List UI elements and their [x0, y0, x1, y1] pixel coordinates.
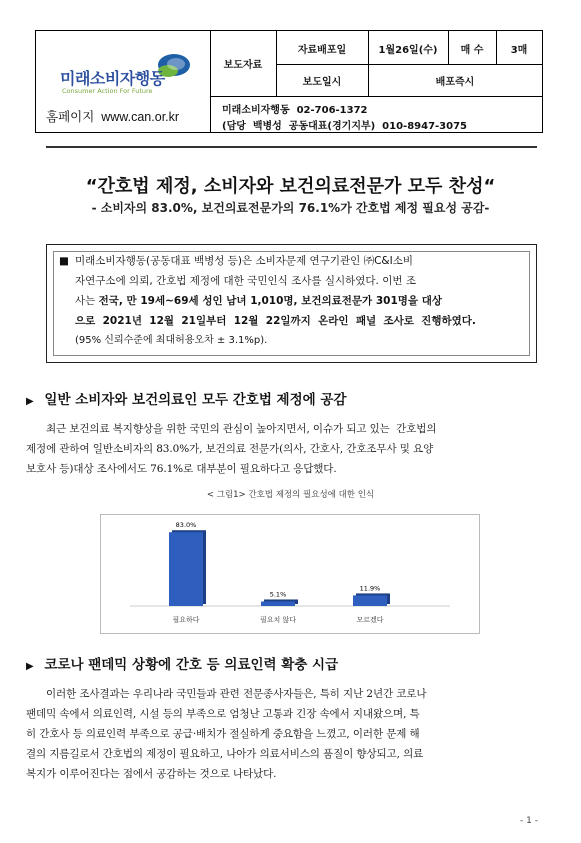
- pages-label: 매 수: [460, 45, 484, 56]
- summary-emphasis-1: 전국, 만 19세~69세 성인 남녀 1,010명, 보건의료전문가 301명을 대상: [98, 295, 443, 307]
- chart-bar: [169, 532, 203, 606]
- page-subtitle: - 소비자의 83.0%, 보건의료전문가의 76.1%가 간호법 제정 필요성 공감-: [91, 201, 490, 215]
- summary-line-2: 자연구소에 의뢰, 간호법 제정에 대한 국민인식 조사를 실시하였다. 이번 조: [75, 275, 417, 287]
- section2-line-4: 결의 지름길로서 간호법의 제정이 필요하고, 나아가 의료서비스의 품질이 향상되고, 의료: [26, 748, 424, 760]
- section2-line-2: 팬데믹 속에서 의료인력, 시설 등의 부족으로 엄청난 고통과 긴장 속에서 지내왔으며, 특: [26, 708, 420, 720]
- logo-text: 미래소비자행동: [60, 69, 165, 88]
- summary-line-1: 미래소비자행동(공동대표 백병성 등)은 소비자문제 연구기관인 ㈜C&I소비: [75, 255, 413, 267]
- chart-data-label: 5.1%: [269, 590, 287, 599]
- homepage-url: 홈페이지 www.can.or.kr: [46, 110, 180, 124]
- summary-line-4: 으로 2021년 12월 21일부터 12월 22일까지 온라인 패널 조사로 진행하였다.: [75, 315, 476, 327]
- report-date-label: 보도일시: [302, 77, 342, 88]
- header-divider: [46, 146, 537, 148]
- section2-line-1: 이러한 조사결과는 우리나라 국민들과 관련 전문종사자들은, 특히 지난 2년간 코로나: [46, 688, 427, 700]
- section1-line-3: 보호사 등)대상 조사에서도 76.1%로 대부분이 필요하다고 응답했다.: [26, 463, 337, 475]
- section1-heading: ▶ 일반 소비자와 보건의료인 모두 간호법 제정에 공감: [26, 392, 347, 408]
- chart-data-label: 11.9%: [359, 584, 381, 593]
- contact-line-1: 미래소비자행동 02-706-1372: [222, 105, 368, 116]
- section1-line-2: 제정에 관하여 일반소비자의 83.0%가, 보건의료 전문가(의사, 간호사, 간호조무사 및 요양: [26, 443, 434, 455]
- section2-heading: ▶ 코로나 팬데믹 상황에 간호 등 의료인력 확충 시급: [26, 657, 339, 673]
- release-date-label: 자료배포일: [297, 45, 347, 56]
- summary-bullet: ■: [59, 255, 69, 267]
- chart-category-label: 필요하다: [172, 616, 200, 624]
- chart-category-label: 필요치 않다: [259, 616, 297, 624]
- section2-line-3: 히 간호사 등 의료인력 부족으로 공급·배치가 절실하게 중요함을 느꼈고, 이러한 문제 해: [26, 728, 420, 740]
- page-number: - 1 -: [520, 816, 538, 826]
- figure-caption: < 그림1> 간호법 제정의 필요성에 대한 인식: [206, 490, 375, 500]
- report-date: 배포즉시: [435, 77, 475, 88]
- logo: [36, 31, 210, 132]
- chart-bar: [353, 595, 387, 606]
- section2-line-5: 복지가 이루어진다는 점에서 공감하는 것으로 나타났다.: [26, 768, 277, 780]
- chart-category-label: 모르겠다: [356, 616, 384, 624]
- chart-bar: [261, 601, 295, 606]
- chart-data-label: 83.0%: [175, 521, 197, 530]
- logo-subtext: Consumer Action For Future: [62, 87, 153, 95]
- press-release-label: 보도자료: [223, 60, 263, 71]
- page-title: “간호법 제정, 소비자와 보건의료전문가 모두 찬성“: [85, 176, 496, 197]
- bar-chart: [100, 514, 480, 634]
- pages-count: 3매: [510, 45, 528, 56]
- section1-line-1: 최근 보건의료 복지향상을 위한 국민의 관심이 높아지면서, 이슈가 되고 있는 간호법의: [46, 423, 437, 435]
- summary-line-5: (95% 신뢰수준에 최대허용오차 ± 3.1%p).: [75, 335, 268, 346]
- summary-line-3: 사는 전국, 만 19세~69세 성인 남녀 1,010명, 보건의료전문가 301명을 대상: [75, 295, 443, 307]
- release-date: 1월26일(수): [378, 45, 438, 56]
- press-header-table: [35, 30, 543, 133]
- summary-box: [46, 244, 537, 363]
- section1-marker-icon: ▶: [26, 396, 34, 407]
- contact-line-2: (담당 백병성 공동대표(경기지부) 010-8947-3075: [222, 121, 468, 132]
- section2-marker-icon: ▶: [26, 661, 34, 672]
